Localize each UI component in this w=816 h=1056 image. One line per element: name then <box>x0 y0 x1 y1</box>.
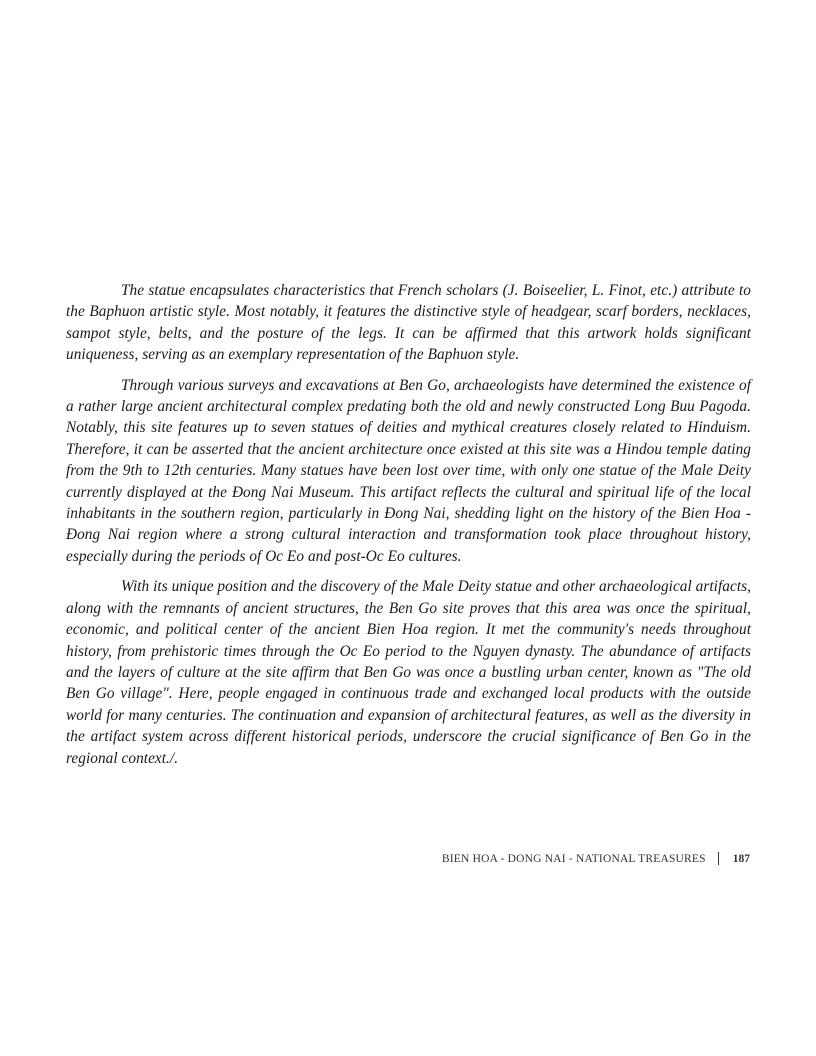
footer-divider <box>718 852 719 865</box>
page-number: 187 <box>732 852 750 865</box>
footer-book-title: BIEN HOA - DONG NAI - NATIONAL TREASURES <box>441 852 706 865</box>
paragraph-ben-go-significance: With its unique position and the discovery of the Male Deity statue and other archaeological artifacts, along with the remnants of ancient structures, the Ben Go site proves that this area was once the spiritual, economic, and political center of the ancient Bien Hoa region. It met the community's needs throughout history, from prehistoric times through the Oc Eo period to the Nguyen dynasty. The abundance of artifacts and the layers of culture at the site affirm that Ben Go was once a bustling urban center, known as "The old Ben Go village". Here, people engaged in continuous trade and exchanged local products with the outside world for many centuries. The continuation and expansion of architectural features, as well as the diversity in the artifact system across different historical periods, underscore the crucial significance of Ben Go in the regional context./. <box>66 578 751 767</box>
body-text <box>66 280 751 778</box>
page-footer <box>442 852 750 865</box>
paragraph-baphuon-style: The statue encapsulates characteristics that French scholars (J. Boiseelier, L. Finot, etc.) attribute to the Baphuon artistic style. Most notably, it features the distinctive style of headgear, scarf borders, necklaces, sampot style, belts, and the posture of the legs. It can be affirmed that this artwork holds significant uniqueness, serving as an exemplary representation of the Baphuon style. <box>66 282 751 364</box>
paragraph-ben-go-excavations: Through various surveys and excavations at Ben Go, archaeologists have determined the existence of a rather large ancient architectural complex predating both the old and newly constructed Long Buu Pagoda. Notably, this site features up to seven statues of deities and mythical creatures closely related to Hinduism. Therefore, it can be asserted that the ancient architecture once existed at this site was a Hindou temple dating from the 9th to 12th centuries. Many statues have been lost over time, with only one statue of the Male Deity currently displayed at the Đong Nai Museum. This artifact reflects the cultural and spiritual life of the local inhabitants in the southern region, particularly in Đong Nai, shedding light on the history of the Bien Hoa - Đong Nai region where a strong cultural interaction and transformation took place throughout history, especially during the periods of Oc Eo and post-Oc Eo cultures. <box>66 376 751 565</box>
